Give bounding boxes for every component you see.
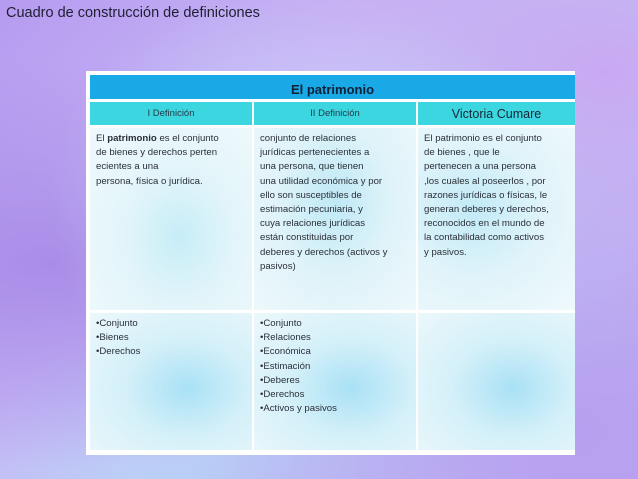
definition-3-line: generan deberes y derechos, xyxy=(424,204,549,216)
keywords-2-cell xyxy=(254,313,416,450)
definition-2-line: estimación pecuniaria, y xyxy=(260,204,363,216)
definition-3-line: reconocidos en el mundo de xyxy=(424,218,545,230)
definition-1-line: persona, física o jurídica. xyxy=(96,175,203,187)
keyword-item: •Activos y pasivos xyxy=(260,403,337,415)
definition-2-cell xyxy=(254,128,416,310)
definition-1-prefix: El xyxy=(96,133,108,144)
definition-3-line: pertenecen a una persona xyxy=(424,161,537,173)
definition-2-line: una persona, que tienen xyxy=(260,161,364,173)
keyword-item: •Económica xyxy=(260,346,311,358)
definition-2-line: conjunto de relaciones xyxy=(260,133,357,144)
definition-2-line: ello son susceptibles de xyxy=(260,189,362,201)
definition-3-line: razones jurídicas o físicas, le xyxy=(424,189,548,201)
definition-3-cell xyxy=(418,128,575,310)
definition-2-line: una utilidad económica y por xyxy=(260,175,383,187)
keywords-1-cell xyxy=(90,313,252,450)
keyword-item: •Conjunto xyxy=(96,318,138,329)
definition-1-term: patrimonio xyxy=(107,133,157,144)
header-author: Victoria Cumare xyxy=(418,102,575,125)
keyword-item: •Relaciones xyxy=(260,332,311,344)
definition-3-line: El patrimonio es el conjunto xyxy=(424,133,542,144)
header-definition-2: II Definición xyxy=(254,102,416,125)
definition-2-line: están constituidas por xyxy=(260,232,354,244)
definition-1-suffix: es el conjunto xyxy=(156,133,219,144)
definition-2-line: jurídicas pertenecientes a xyxy=(260,147,370,159)
keyword-item: •Estimación xyxy=(260,360,311,372)
table-title: El patrimonio xyxy=(90,75,575,99)
keyword-item: •Derechos xyxy=(96,346,141,358)
definition-1-line: ecientes a una xyxy=(96,161,159,173)
definition-1-first-line xyxy=(96,132,248,146)
keywords-3-cell xyxy=(418,313,575,450)
keyword-item: •Conjunto xyxy=(260,318,302,329)
definition-1-cell xyxy=(90,128,252,310)
header-definition-1: I Definición xyxy=(90,102,252,125)
definition-3-line: y pasivos. xyxy=(424,246,467,258)
definition-2-line: deberes y derechos (activos y xyxy=(260,246,388,258)
definition-2-line: cuya relaciones jurídicas xyxy=(260,218,366,230)
definition-1-line: de bienes y derechos perten xyxy=(96,147,218,159)
definition-3-line: la contabilidad como activos xyxy=(424,232,544,244)
slide-title: Cuadro de construcción de definiciones xyxy=(6,5,260,21)
definition-2-line: pasivos) xyxy=(260,260,296,272)
keyword-item: •Derechos xyxy=(260,389,305,401)
definitions-table xyxy=(86,71,575,455)
keyword-item: •Bienes xyxy=(96,332,129,344)
definition-3-line: de bienes , que le xyxy=(424,147,500,159)
keyword-item: •Deberes xyxy=(260,374,300,386)
definition-3-line: ,los cuales al poseerlos , por xyxy=(424,175,546,187)
